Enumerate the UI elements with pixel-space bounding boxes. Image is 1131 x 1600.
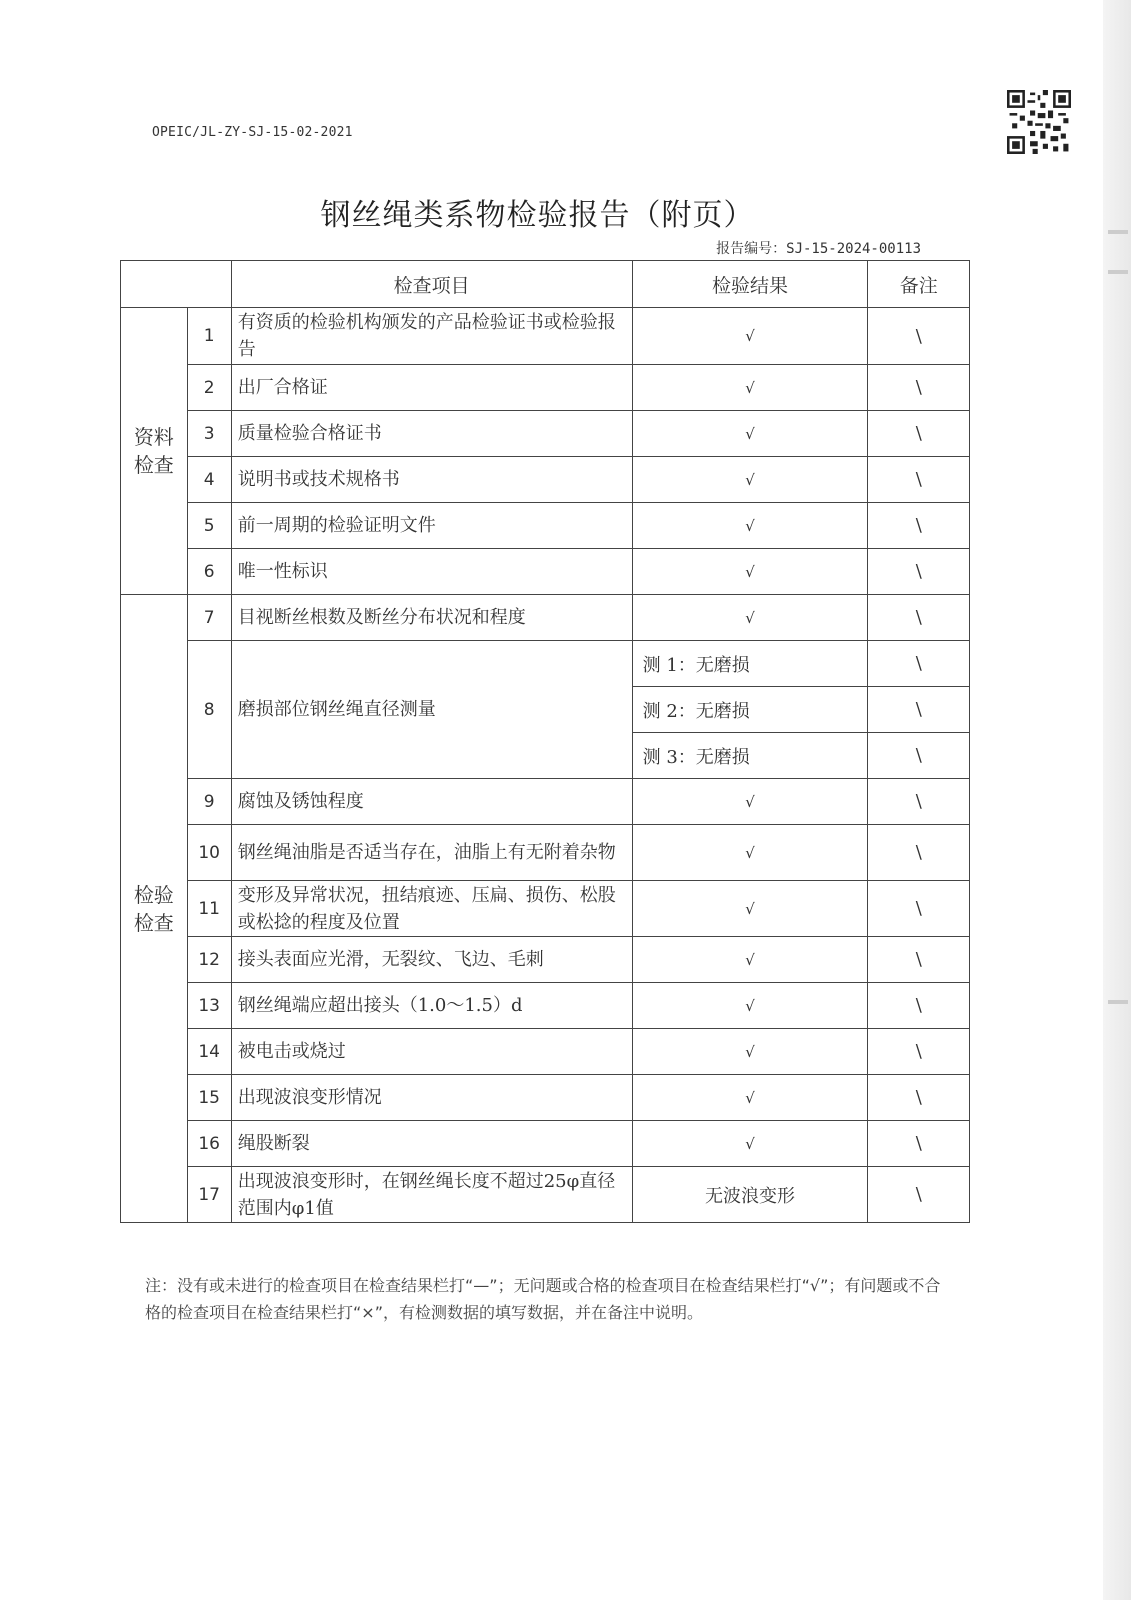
row-result: √ <box>632 1075 868 1121</box>
row-result: √ <box>632 549 868 595</box>
row-remark: \ <box>868 365 970 411</box>
row-item: 绳股断裂 <box>231 1121 632 1167</box>
table-row <box>121 365 970 411</box>
row-result: √ <box>632 983 868 1029</box>
row-item: 接头表面应光滑，无裂纹、飞边、毛刺 <box>231 937 632 983</box>
table-row <box>121 503 970 549</box>
group-inspect-label: 检验检查 <box>121 595 188 1223</box>
row-item: 出厂合格证 <box>231 365 632 411</box>
row-remark: \ <box>868 1075 970 1121</box>
row-result: √ <box>632 365 868 411</box>
row-item: 目视断丝根数及断丝分布状况和程度 <box>231 595 632 641</box>
row-item: 出现波浪变形时，在钢丝绳长度不超过25φ直径范围内φ1值 <box>231 1167 632 1223</box>
row-item: 腐蚀及锈蚀程度 <box>231 779 632 825</box>
row-result: √ <box>632 825 868 881</box>
table-row <box>121 983 970 1029</box>
table-row <box>121 641 970 687</box>
row-item: 前一周期的检验证明文件 <box>231 503 632 549</box>
row-number: 15 <box>187 1075 231 1121</box>
group-docs-label: 资料检查 <box>121 308 188 595</box>
row-result: √ <box>632 595 868 641</box>
table-row <box>121 308 970 365</box>
row-number: 6 <box>187 549 231 595</box>
row-remark: \ <box>868 1167 970 1223</box>
scan-edge <box>1103 0 1131 1600</box>
row-number: 2 <box>187 365 231 411</box>
row-number: 3 <box>187 411 231 457</box>
row-number: 11 <box>187 881 231 937</box>
row-number: 1 <box>187 308 231 365</box>
row-number: 10 <box>187 825 231 881</box>
report-number-value: SJ-15-2024-00113 <box>786 241 921 257</box>
row-item: 磨损部位钢丝绳直径测量 <box>231 641 632 779</box>
row-result: √ <box>632 937 868 983</box>
footnote: 注：没有或未进行的检查项目在检查结果栏打“—”；无问题或合格的检查项目在检查结果栏打“√”；有问题或不合格的检查项目在检查结果栏打“×”，有检测数据的填写数据，并在备注中说明。 <box>145 1276 941 1322</box>
row-sub-result: 测 3：无磨损 <box>632 733 868 779</box>
row-remark: \ <box>868 641 970 687</box>
row-remark: \ <box>868 825 970 881</box>
row-number: 4 <box>187 457 231 503</box>
document-code: OPEIC/JL-ZY-SJ-15-02-2021 <box>152 125 353 140</box>
row-result: √ <box>632 1029 868 1075</box>
table-row <box>121 1029 970 1075</box>
row-result: √ <box>632 881 868 937</box>
header-blank <box>121 261 232 308</box>
row-remark: \ <box>868 308 970 365</box>
table-row <box>121 1167 970 1223</box>
row-item: 质量检验合格证书 <box>231 411 632 457</box>
page-title: 钢丝绳类系物检验报告（附页） <box>320 198 755 233</box>
header-item: 检查项目 <box>231 261 632 308</box>
table-row <box>121 881 970 937</box>
row-sub-result: 测 1：无磨损 <box>632 641 868 687</box>
row-remark: \ <box>868 457 970 503</box>
row-number: 16 <box>187 1121 231 1167</box>
table-row <box>121 937 970 983</box>
row-number: 14 <box>187 1029 231 1075</box>
row-number: 13 <box>187 983 231 1029</box>
row-result: √ <box>632 1121 868 1167</box>
table-row <box>121 779 970 825</box>
row-remark: \ <box>868 779 970 825</box>
table-row <box>121 549 970 595</box>
report-number-label: 报告编号： <box>716 241 787 257</box>
row-result: √ <box>632 457 868 503</box>
row-remark: \ <box>868 503 970 549</box>
scan-edge-mark <box>1108 270 1128 274</box>
row-remark: \ <box>868 595 970 641</box>
row-item: 钢丝绳油脂是否适当存在，油脂上有无附着杂物 <box>231 825 632 881</box>
row-item: 唯一性标识 <box>231 549 632 595</box>
inspection-table <box>120 260 970 1223</box>
row-item: 变形及异常状况，扭结痕迹、压扁、损伤、松股或松捻的程度及位置 <box>231 881 632 937</box>
table-row <box>121 411 970 457</box>
row-number: 7 <box>187 595 231 641</box>
row-remark: \ <box>868 687 970 733</box>
header-remark: 备注 <box>868 261 970 308</box>
row-item: 钢丝绳端应超出接头（1.0～1.5）d <box>231 983 632 1029</box>
row-result: 无波浪变形 <box>632 1167 868 1223</box>
row-sub-result: 测 2：无磨损 <box>632 687 868 733</box>
row-result: √ <box>632 503 868 549</box>
scan-edge-mark <box>1108 230 1128 234</box>
row-number: 9 <box>187 779 231 825</box>
table-row <box>121 1075 970 1121</box>
row-number: 12 <box>187 937 231 983</box>
row-item: 被电击或烧过 <box>231 1029 632 1075</box>
scan-edge-mark <box>1108 1000 1128 1004</box>
row-result: √ <box>632 779 868 825</box>
row-number: 17 <box>187 1167 231 1223</box>
header-result: 检验结果 <box>632 261 868 308</box>
table-row <box>121 457 970 503</box>
table-row <box>121 825 970 881</box>
row-remark: \ <box>868 983 970 1029</box>
row-item: 说明书或技术规格书 <box>231 457 632 503</box>
table-row <box>121 595 970 641</box>
row-remark: \ <box>868 1029 970 1075</box>
row-remark: \ <box>868 411 970 457</box>
table-header-row <box>121 261 970 308</box>
row-remark: \ <box>868 1121 970 1167</box>
qr-code-icon <box>1007 90 1071 154</box>
row-remark: \ <box>868 881 970 937</box>
report-number <box>716 238 921 258</box>
row-remark: \ <box>868 937 970 983</box>
row-number: 8 <box>187 641 231 779</box>
row-result: √ <box>632 308 868 365</box>
row-item: 出现波浪变形情况 <box>231 1075 632 1121</box>
row-remark: \ <box>868 733 970 779</box>
row-remark: \ <box>868 549 970 595</box>
row-number: 5 <box>187 503 231 549</box>
row-item: 有资质的检验机构颁发的产品检验证书或检验报告 <box>231 308 632 365</box>
table-row <box>121 1121 970 1167</box>
row-result: √ <box>632 411 868 457</box>
